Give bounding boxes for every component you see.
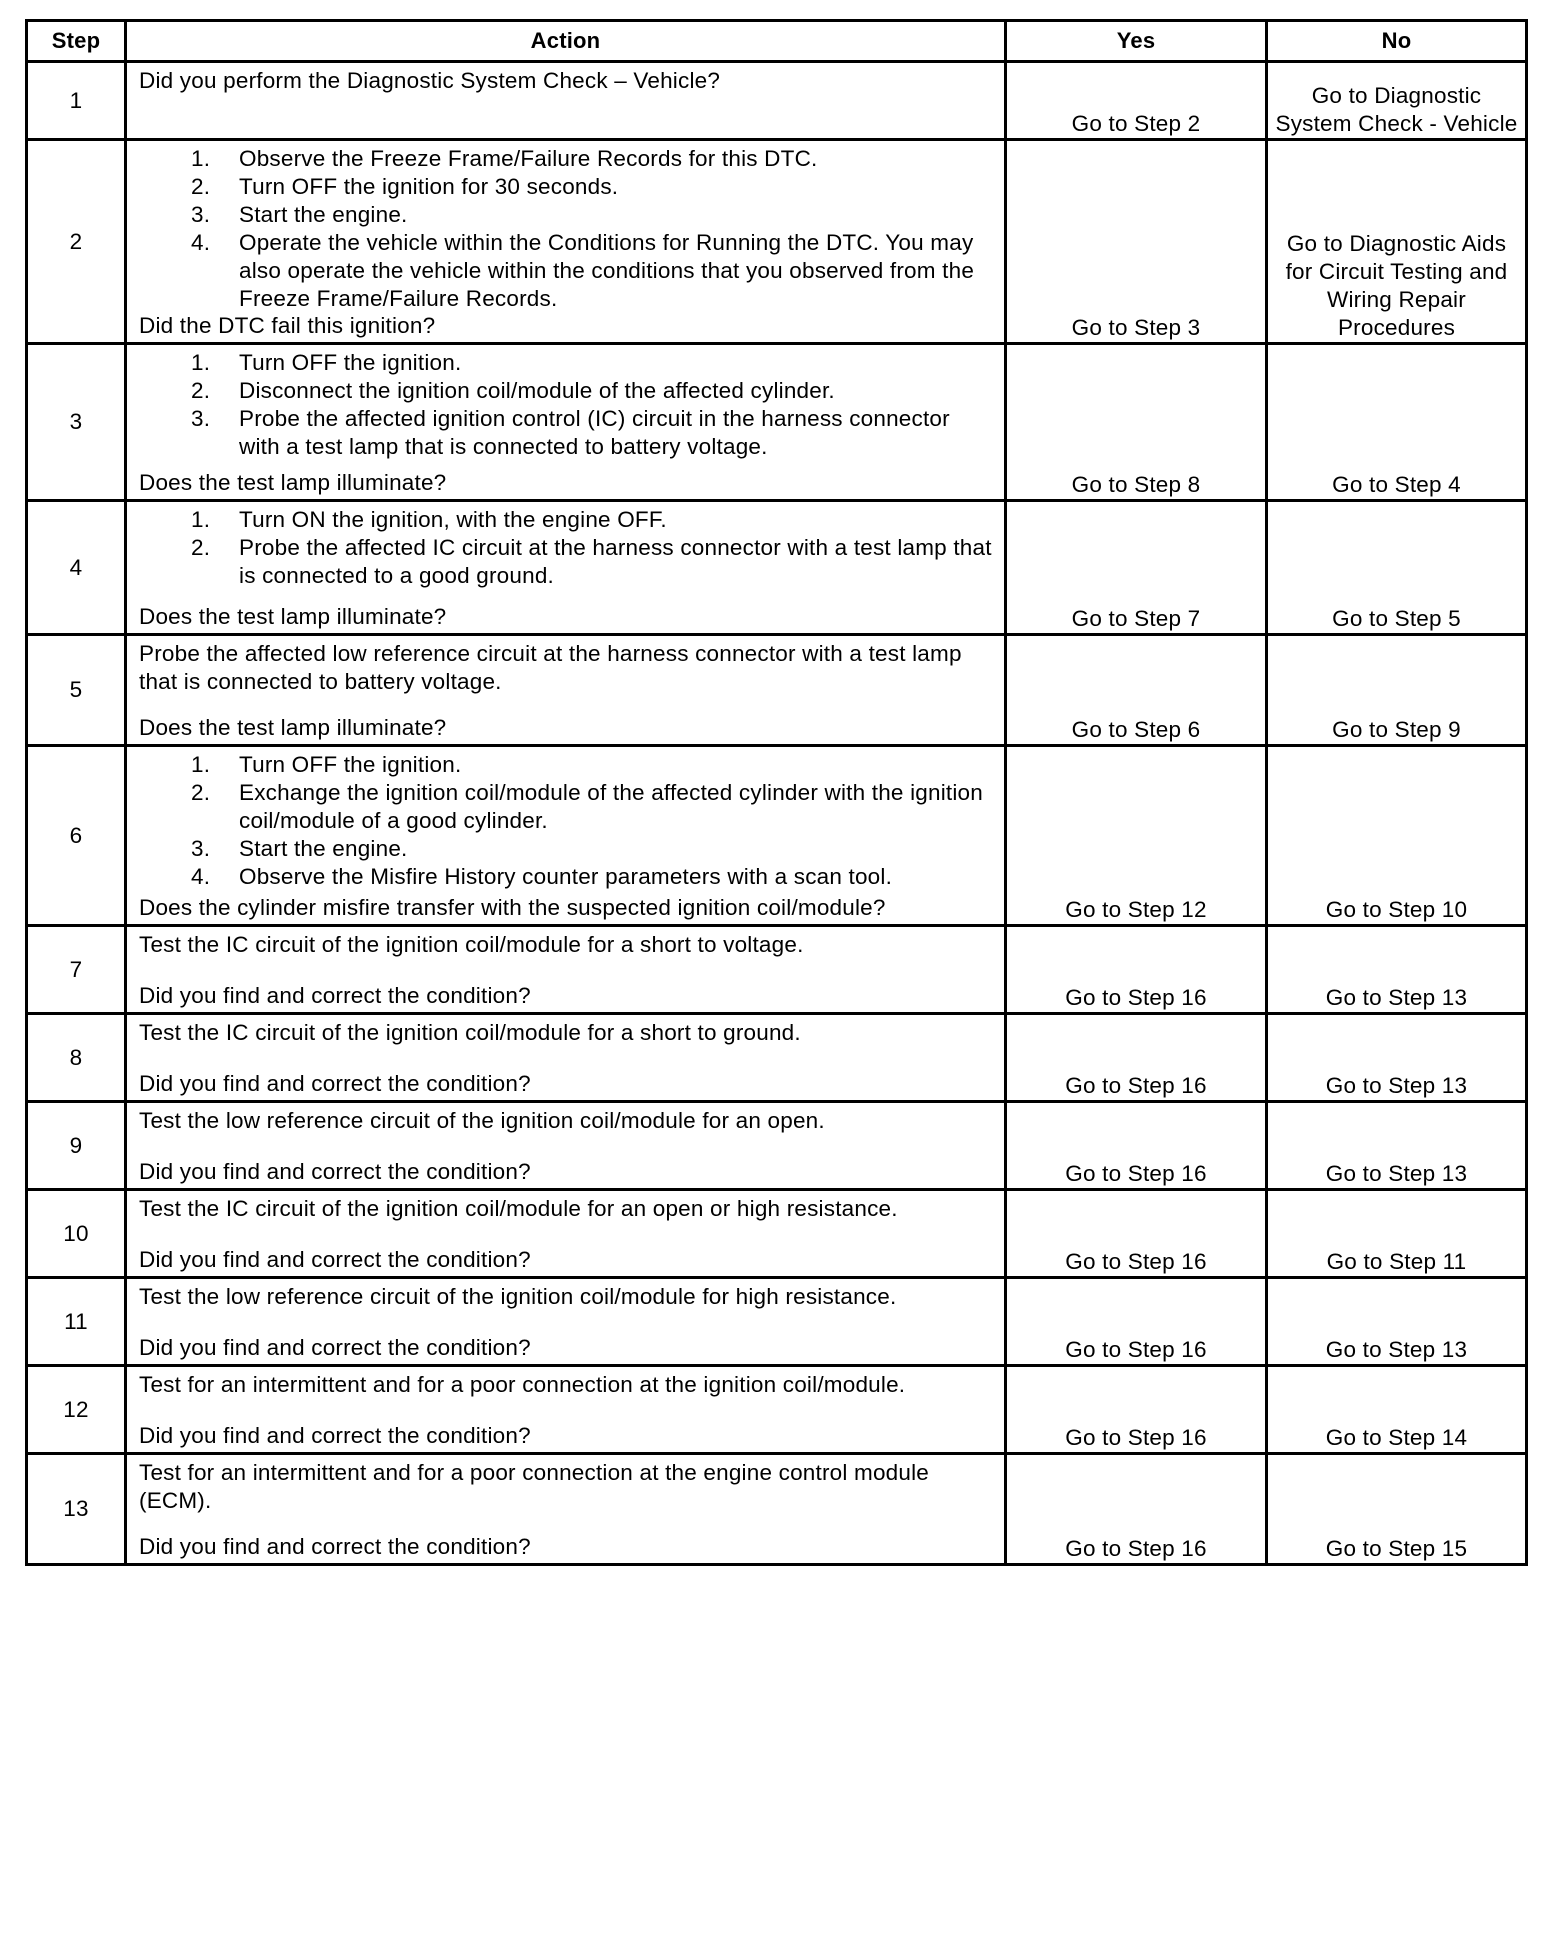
list-item-number: 1. bbox=[191, 507, 211, 532]
yes-outcome: Go to Step 16 bbox=[1006, 1278, 1267, 1366]
list-item-text: Probe the affected ignition control (IC) circuit in the harness connector with a test lamp that is connected to battery voltage. bbox=[239, 406, 950, 459]
table-row bbox=[27, 635, 1527, 746]
action-question: Did you find and correct the condition? bbox=[139, 983, 531, 1008]
table-row bbox=[27, 1014, 1527, 1102]
list-item-number: 2. bbox=[191, 174, 211, 199]
list-item bbox=[139, 229, 992, 313]
no-outcome: Go to Step 15 bbox=[1267, 1454, 1527, 1565]
step-number: 4 bbox=[27, 501, 126, 635]
step-number: 10 bbox=[27, 1190, 126, 1278]
table-row bbox=[27, 746, 1527, 926]
list-item-number: 4. bbox=[191, 230, 211, 255]
header-no: No bbox=[1267, 21, 1527, 62]
list-item bbox=[139, 835, 992, 863]
header-step: Step bbox=[27, 21, 126, 62]
no-outcome: Go to Step 14 bbox=[1267, 1366, 1527, 1454]
list-item bbox=[139, 201, 992, 229]
table-row bbox=[27, 62, 1527, 140]
action-question: Did you find and correct the condition? bbox=[139, 1247, 531, 1272]
yes-outcome: Go to Step 16 bbox=[1006, 926, 1267, 1014]
action-cell bbox=[126, 62, 1006, 140]
list-item-number: 3. bbox=[191, 836, 211, 861]
action-text: Test for an intermittent and for a poor connection at the engine control module (ECM). bbox=[139, 1460, 930, 1513]
action-cell bbox=[126, 140, 1006, 344]
list-item bbox=[139, 349, 992, 377]
list-item bbox=[139, 173, 992, 201]
step-number: 11 bbox=[27, 1278, 126, 1366]
step-number: 8 bbox=[27, 1014, 126, 1102]
yes-outcome: Go to Step 16 bbox=[1006, 1366, 1267, 1454]
header-yes: Yes bbox=[1006, 21, 1267, 62]
action-cell bbox=[126, 635, 1006, 746]
list-item-number: 1. bbox=[191, 146, 211, 171]
list-item bbox=[139, 779, 992, 835]
action-question: Does the test lamp illuminate? bbox=[139, 470, 447, 495]
action-cell bbox=[126, 1366, 1006, 1454]
diagnostic-table bbox=[25, 19, 1528, 1566]
procedure-list bbox=[139, 349, 992, 461]
yes-outcome: Go to Step 3 bbox=[1006, 140, 1267, 344]
list-item-text: Observe the Freeze Frame/Failure Records for this DTC. bbox=[239, 146, 818, 171]
step-number: 5 bbox=[27, 635, 126, 746]
no-outcome: Go to Step 10 bbox=[1267, 746, 1527, 926]
list-item-text: Turn OFF the ignition. bbox=[239, 350, 462, 375]
no-outcome: Go to Step 11 bbox=[1267, 1190, 1527, 1278]
list-item-text: Probe the affected IC circuit at the harness connector with a test lamp that is connected to a good ground. bbox=[239, 535, 992, 588]
list-item-text: Operate the vehicle within the Conditions for Running the DTC. You may also operate the vehicle within the conditions that you observed from the Freeze Frame/Failure Records. bbox=[239, 230, 975, 311]
step-number: 9 bbox=[27, 1102, 126, 1190]
list-item-number: 2. bbox=[191, 535, 211, 560]
action-question: Did you find and correct the condition? bbox=[139, 1534, 531, 1559]
list-item-text: Turn OFF the ignition. bbox=[239, 752, 462, 777]
list-item bbox=[139, 863, 992, 891]
no-outcome: Go to Step 13 bbox=[1267, 1014, 1527, 1102]
action-text: Test the IC circuit of the ignition coil/module for a short to ground. bbox=[139, 1020, 801, 1045]
action-question: Did the DTC fail this ignition? bbox=[139, 313, 436, 338]
table-row bbox=[27, 1278, 1527, 1366]
list-item bbox=[139, 751, 992, 779]
action-text: Test the low reference circuit of the ignition coil/module for an open. bbox=[139, 1108, 825, 1133]
yes-outcome: Go to Step 16 bbox=[1006, 1190, 1267, 1278]
action-text: Test the IC circuit of the ignition coil/module for a short to voltage. bbox=[139, 932, 804, 957]
table-row bbox=[27, 140, 1527, 344]
no-outcome: Go to Step 13 bbox=[1267, 1102, 1527, 1190]
action-question: Does the test lamp illuminate? bbox=[139, 604, 447, 629]
no-outcome: Go to Step 5 bbox=[1267, 501, 1527, 635]
table-row bbox=[27, 1190, 1527, 1278]
list-item bbox=[139, 145, 992, 173]
list-item-number: 2. bbox=[191, 378, 211, 403]
action-text: Test the low reference circuit of the ignition coil/module for high resistance. bbox=[139, 1284, 897, 1309]
list-item-number: 3. bbox=[191, 202, 211, 227]
yes-outcome: Go to Step 2 bbox=[1006, 62, 1267, 140]
list-item-text: Exchange the ignition coil/module of the affected cylinder with the ignition coil/module of a good cylinder. bbox=[239, 780, 983, 833]
list-item bbox=[139, 534, 992, 590]
yes-outcome: Go to Step 6 bbox=[1006, 635, 1267, 746]
procedure-list bbox=[139, 751, 992, 891]
list-item-number: 2. bbox=[191, 780, 211, 805]
procedure-list bbox=[139, 506, 992, 590]
step-number: 3 bbox=[27, 344, 126, 501]
list-item bbox=[139, 377, 992, 405]
table-body bbox=[27, 62, 1527, 1565]
no-outcome: Go to Diagnostic Aids for Circuit Testing and Wiring Repair Procedures bbox=[1267, 140, 1527, 344]
list-item-text: Disconnect the ignition coil/module of the affected cylinder. bbox=[239, 378, 835, 403]
no-outcome: Go to Step 4 bbox=[1267, 344, 1527, 501]
list-item-text: Start the engine. bbox=[239, 836, 408, 861]
action-cell bbox=[126, 501, 1006, 635]
list-item-number: 1. bbox=[191, 752, 211, 777]
table-row bbox=[27, 501, 1527, 635]
yes-outcome: Go to Step 12 bbox=[1006, 746, 1267, 926]
action-cell bbox=[126, 1102, 1006, 1190]
action-cell bbox=[126, 1454, 1006, 1565]
action-cell bbox=[126, 926, 1006, 1014]
header-action: Action bbox=[126, 21, 1006, 62]
action-cell bbox=[126, 1190, 1006, 1278]
action-question: Did you find and correct the condition? bbox=[139, 1159, 531, 1184]
table-row bbox=[27, 926, 1527, 1014]
action-cell bbox=[126, 1014, 1006, 1102]
action-text: Did you perform the Diagnostic System Check – Vehicle? bbox=[139, 68, 721, 93]
list-item bbox=[139, 506, 992, 534]
table-row bbox=[27, 1454, 1527, 1565]
action-question: Does the cylinder misfire transfer with the suspected ignition coil/module? bbox=[139, 895, 886, 920]
step-number: 6 bbox=[27, 746, 126, 926]
list-item-text: Turn OFF the ignition for 30 seconds. bbox=[239, 174, 619, 199]
no-outcome: Go to Step 9 bbox=[1267, 635, 1527, 746]
yes-outcome: Go to Step 8 bbox=[1006, 344, 1267, 501]
action-cell bbox=[126, 746, 1006, 926]
action-question: Did you find and correct the condition? bbox=[139, 1423, 531, 1448]
action-question: Did you find and correct the condition? bbox=[139, 1071, 531, 1096]
no-outcome: Go to Step 13 bbox=[1267, 926, 1527, 1014]
step-number: 7 bbox=[27, 926, 126, 1014]
step-number: 13 bbox=[27, 1454, 126, 1565]
list-item-text: Observe the Misfire History counter parameters with a scan tool. bbox=[239, 864, 893, 889]
table-row bbox=[27, 1366, 1527, 1454]
action-text: Probe the affected low reference circuit at the harness connector with a test lamp that is connected to battery voltage. bbox=[139, 641, 962, 694]
action-question: Does the test lamp illuminate? bbox=[139, 715, 447, 740]
yes-outcome: Go to Step 7 bbox=[1006, 501, 1267, 635]
procedure-list bbox=[139, 145, 992, 313]
yes-outcome: Go to Step 16 bbox=[1006, 1454, 1267, 1565]
action-cell bbox=[126, 344, 1006, 501]
yes-outcome: Go to Step 16 bbox=[1006, 1102, 1267, 1190]
action-text: Test for an intermittent and for a poor connection at the ignition coil/module. bbox=[139, 1372, 906, 1397]
yes-outcome: Go to Step 16 bbox=[1006, 1014, 1267, 1102]
table-row bbox=[27, 1102, 1527, 1190]
no-outcome: Go to Step 13 bbox=[1267, 1278, 1527, 1366]
step-number: 2 bbox=[27, 140, 126, 344]
step-number: 12 bbox=[27, 1366, 126, 1454]
table-row bbox=[27, 344, 1527, 501]
table-header-row bbox=[27, 21, 1527, 62]
list-item-text: Start the engine. bbox=[239, 202, 408, 227]
list-item-number: 1. bbox=[191, 350, 211, 375]
list-item-text: Turn ON the ignition, with the engine OFF. bbox=[239, 507, 667, 532]
list-item-number: 4. bbox=[191, 864, 211, 889]
list-item bbox=[139, 405, 992, 461]
action-cell bbox=[126, 1278, 1006, 1366]
action-text: Test the IC circuit of the ignition coil/module for an open or high resistance. bbox=[139, 1196, 898, 1221]
list-item-number: 3. bbox=[191, 406, 211, 431]
no-outcome: Go to Diagnostic System Check - Vehicle bbox=[1267, 62, 1527, 140]
action-question: Did you find and correct the condition? bbox=[139, 1335, 531, 1360]
step-number: 1 bbox=[27, 62, 126, 140]
